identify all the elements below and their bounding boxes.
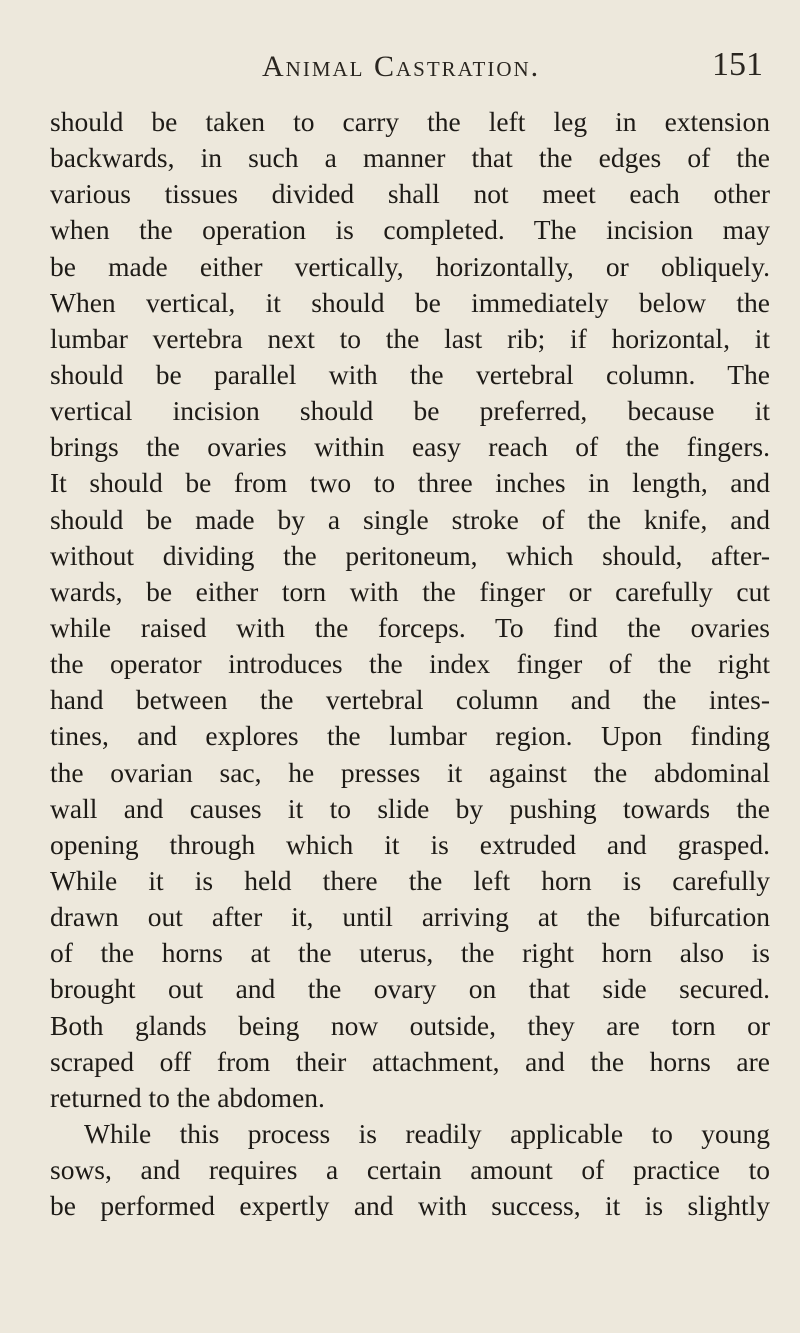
text-line: the ovarian sac, he presses it against the abdominal [50, 756, 770, 788]
text-line: when the operation is completed. The incision may [50, 214, 770, 246]
text-line: should be taken to carry the left leg in extension [50, 106, 770, 137]
text-line: brings the ovaries within easy reach of the fingers. [50, 431, 770, 463]
text-line: scraped off from their attachment, and the horns are [50, 1045, 770, 1077]
text-line: hand between the vertebral column and the intes- [50, 684, 770, 716]
text-line: wards, be either torn with the finger or carefully cut [50, 575, 770, 607]
text-line: lumbar vertebra next to the last rib; if horizontal, it [50, 322, 770, 354]
text-line: While this process is readily applicable to young [84, 1117, 770, 1149]
text-line: drawn out after it, until arriving at the bifurcation [50, 901, 770, 933]
text-line: without dividing the peritoneum, which should, after- [50, 539, 770, 571]
text-line: tines, and explores the lumbar region. Upon finding [50, 720, 770, 752]
text-line: be made either vertically, horizontally, or obliquely. [50, 250, 770, 282]
text-line: returned to the abdomen. [50, 1081, 325, 1113]
text-line: brought out and the ovary on that side secured. [50, 973, 770, 1005]
paragraph [50, 104, 770, 1116]
body-text [50, 104, 770, 1224]
text-line: While it is held there the left horn is carefully [50, 864, 770, 896]
running-title: Animal Castration. [262, 50, 541, 83]
text-line: the operator introduces the index finger of the right [50, 648, 770, 680]
text-line: It should be from two to three inches in length, and [50, 467, 770, 499]
running-head [0, 46, 800, 90]
text-line: backwards, in such a manner that the edges of the [50, 142, 770, 174]
text-line: of the horns at the uterus, the right horn also is [50, 937, 770, 969]
text-line: wall and causes it to slide by pushing towards the [50, 792, 770, 824]
text-line: vertical incision should be preferred, because it [50, 395, 770, 427]
text-line: should be parallel with the vertebral column. The [50, 358, 770, 390]
text-line: opening through which it is extruded and grasped. [50, 828, 770, 860]
text-line: should be made by a single stroke of the knife, and [50, 503, 770, 535]
text-line: while raised with the forceps. To find the ovaries [50, 611, 770, 643]
text-line: When vertical, it should be immediately below the [50, 286, 770, 318]
text-line: Both glands being now outside, they are torn or [50, 1009, 770, 1041]
text-line: various tissues divided shall not meet each other [50, 178, 770, 210]
page-number: 151 [712, 46, 763, 83]
text-line: sows, and requires a certain amount of practice to [50, 1154, 770, 1186]
paragraph [50, 1116, 770, 1224]
text-line: be performed expertly and with success, it is slightly [50, 1190, 770, 1222]
